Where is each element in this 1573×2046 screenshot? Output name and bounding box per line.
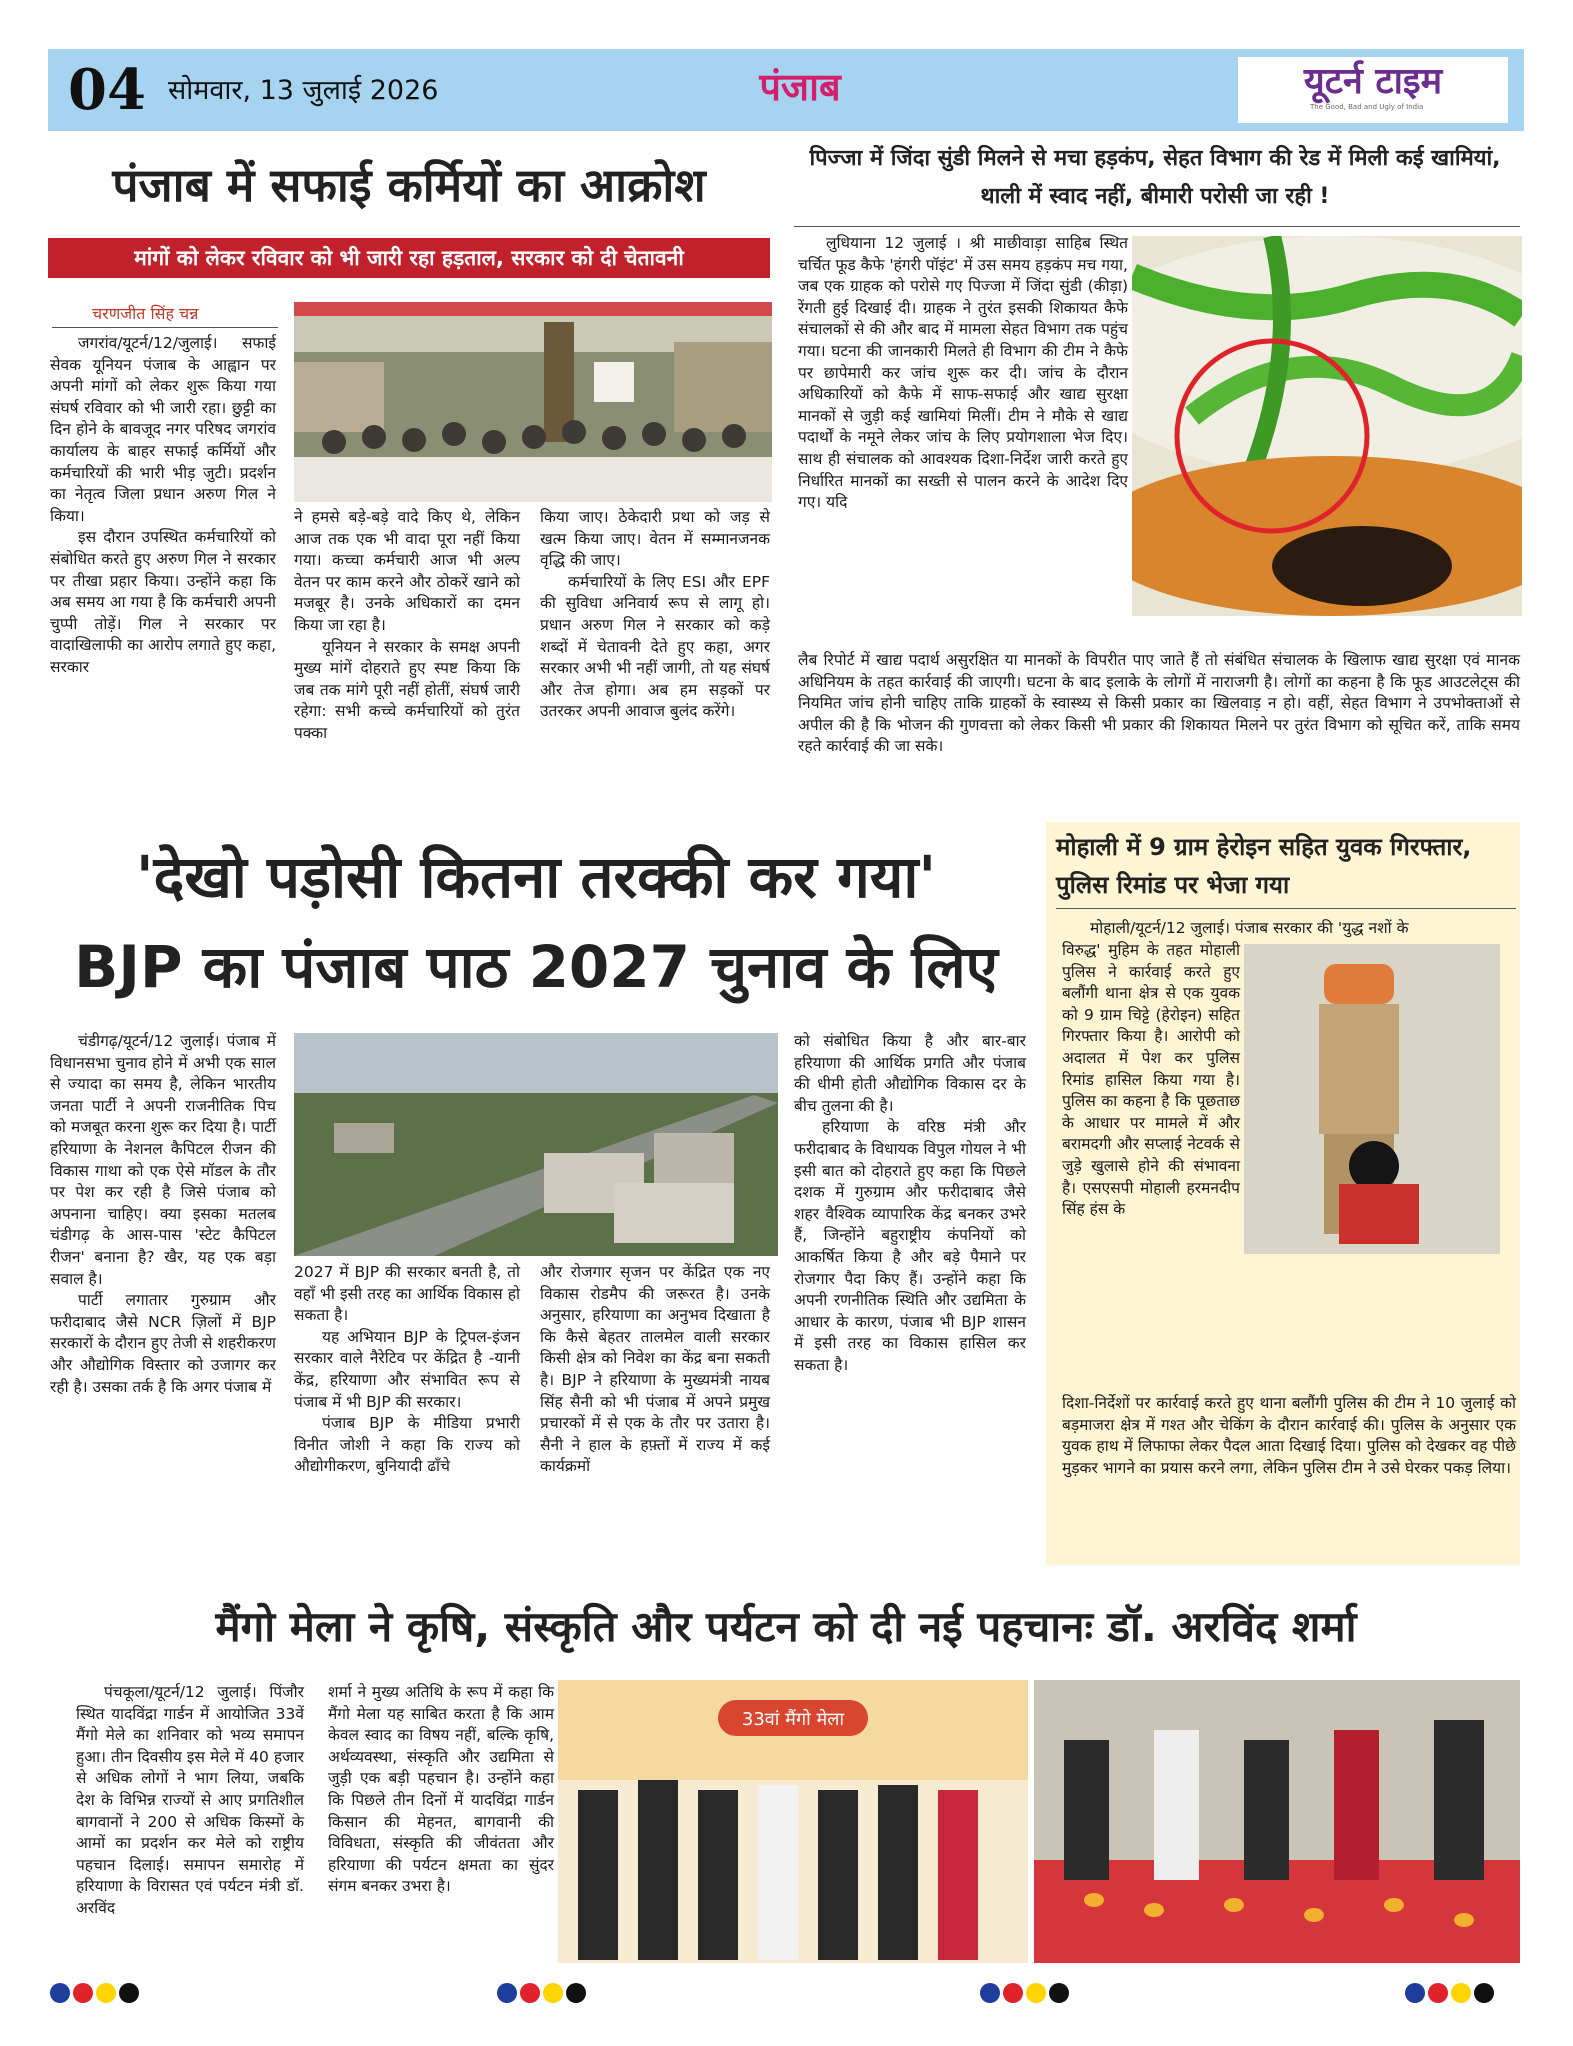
story3-col3-para-1: और रोजगार सृजन पर केंद्रित एक नए विकास रोडमैप की जरूरत है। उनके अनुसार, हरियाणा का अनुभव दिखाता है कि कैसे बेहतर तालमेल वाली सरकार किसी क्षेत्र को निवेश का केंद्र बना सकती है। BJP ने हरियाणा के मुख्यमंत्री नायब सिंह सैनी को भी पंजाब में अपने प्रमुख प्रचारकों में से एक के तौर पर उतारा है। सैनी ने हाल के हफ़्तों में राज्य में कई कार्यक्रमों <box>540 1263 770 1476</box>
story3-column-3 <box>540 1262 770 1478</box>
arrest-photo <box>1244 944 1500 1254</box>
story3-col2-para-2: यह अभियान BJP के ट्रिपल-इंजन सरकार वाले नैरेटिव पर केंद्रित है -यानी केंद्र, हरियाणा और संभावित रूप से पंजाब में भी BJP की सरकार। <box>294 1327 520 1411</box>
story1-subhead: मांगों को लेकर रविवार को भी जारी रहा हड़ताल, सरकार को दी चेतावनी <box>48 238 770 278</box>
story5-headline: मैंगो मेला ने कृषि, संस्कृति और पर्यटन को दी नई पहचानः डॉ. अरविंद शर्मा <box>215 1602 1357 1651</box>
story3-col4-para-2: हरियाणा के वरिष्ठ मंत्री और फरीदाबाद के विधायक विपुल गोयल ने भी इसी बात को दोहराते हुए कहा कि पिछले दशक में गुरुग्राम और फरीदाबाद जैसे शहर वैश्विक व्यापारिक केंद्र बनकर उभरे हैं, जिन्होंने बहुराष्ट्रीय कंपनियों को आकर्षित किया है और बड़े पैमाने पर रोजगार पैदा किए हैं। उन्होंने कहा कि अपनी रणनीतिक स्थिति और उद्यमिता के आधार के कारण, पंजाब भी BJP शासन में इसी तरह का विकास हासिल कर सकता है। <box>794 1118 1026 1374</box>
city-aerial-photo-image <box>294 1033 778 1256</box>
story3-col1-para-1: चंडीगढ़/यूटर्न/12 जुलाई। पंजाब में विधानसभा चुनाव होने में अभी एक साल से ज्यादा का समय है, लेकिन भारतीय जनता पार्टी ने अपनी राजनीतिक पिच को मजबूत करना शुरू कर दिया है। पार्टी हरियाणा के नेशनल कैपिटल रीजन की विकास गाथा को एक ऐसे मॉडल के तौर पर पेश कर रही है जिसे पंजाब को अपनाना चाहिए। क्या इसका मतलब चंडीगढ़ के आस-पास 'स्टेट कैपिटल रीजन' बनाना है? खैर, यह एक बड़ा सवाल है। <box>50 1032 276 1288</box>
story2-column: लुधियाना 12 जुलाई । श्री माछीवाड़ा साहिब स्थित चर्चित फूड कैफे 'हंगरी पॉइंट' में उस समय हड़कंप मच गया, जब एक ग्राहक को परोसे गए पिज्जा में जिंदा सुंडी (कीड़ा) रेंगती हुई दिखाई दी। ग्राहक ने तुरंत इसकी शिकायत कैफे संचालकों से की और बाद में मामला सेहत विभाग तक पहुंच गया। घटना की जानकारी मिलते ही विभाग की टीम ने कैफे पर छापेमारी कर जांच शुरू कर दी। जांच के दौरान अधिकारियों को कैफे में साफ-सफाई और खाद्य सुरक्षा मानकों से जुड़ी कई खामियां मिलीं। टीम ने मौके से खाद्य पदार्थों के नमूने लेकर जांच के लिए प्रयोगशाला भेज दिए। साथ ही संचालक को आवश्यक दिशा-निर्देश जारी करते हुए निर्धारित मानकों का सख्ती से पालन करने के आदेश दिए गए। यदि <box>798 234 1128 512</box>
story5-column-1: पंचकूला/यूटर्न/12 जुलाई। पिंजौर स्थित यादविंद्रा गार्डन में आयोजित 33वें मैंगो मेले का शनिवार को भव्य समापन हुआ। तीन दिवसीय इस मेले में 40 हजार से अधिक लोगों ने भाग लिया, जबकि देश के विभिन्न राज्यों से आए प्रगतिशील बागवानों ने 200 से अधिक किस्मों के आमों का प्रदर्शन कर मेले को राष्ट्रीय पहचान दिलाई। समापन समारोह में हरियाणा के विरासत एवं पर्यटन मंत्री डॉ. अरविंद <box>76 1683 304 1917</box>
story3-col4-para-1: को संबोधित किया है और बार-बार हरियाणा की आर्थिक प्रगति और पंजाब की धीमी होती औद्योगिक विकास दर के बीच तुलना की है। <box>794 1032 1026 1115</box>
protest-photo-image <box>294 302 772 502</box>
story1-column-2 <box>294 507 520 745</box>
story1-col2-para-1: ने हमसे बड़े-बड़े वादे किए थे, लेकिन आज तक एक भी वादा पूरा नहीं किया गया। कच्चा कर्मचारी आज भी अल्प वेतन पर काम करने और ठोकरें खाने को मजबूर है। उनके अधिकारों का दमन किया जा रहा है। <box>294 508 520 634</box>
story2-wide-text: लैब रिपोर्ट में खाद्य पदार्थ असुरक्षित या मानकों के विपरीत पाए जाते हैं तो संबंधित संचालक के खिलाफ खाद्य सुरक्षा एवं मानक अधिनियम के तहत कार्रवाई की जाएगी। घटना के बाद इलाके के लोगों में नाराजगी है। लोगों का कहना है कि फूड आउटलेट्स की नियमित जांच होनी चाहिए ताकि ग्राहकों के स्वास्थ्य से किसी प्रकार का खिलवाड़ न हो। वहीं, सेहत विभाग ने उपभोक्ताओं से अपील की है कि भोजन की गुणवत्ता को लेकर किसी भी प्रकार की शिकायत मिलने पर तुरंत विभाग को सूचित करें, ताकि समय रहते कार्रवाई की जा सके। <box>798 651 1520 756</box>
story2-headline: पिज्जा में जिंदा सुंडी मिलने से मचा हड़कंप, सेहत विभाग की रेड में मिली कई खामियां, थाली में स्वाद नहीं, बीमारी परोसी जा रही ! <box>809 146 1501 209</box>
story4-lead: मोहाली/यूटर्न/12 जुलाई। पंजाब सरकार की 'युद्ध नशों के <box>1090 919 1409 937</box>
story4-column: विरुद्ध' मुहिम के तहत मोहाली पुलिस ने कार्रवाई करते हुए बलौंगी थाना क्षेत्र से एक युवक को 9 ग्राम चिट्टे (हेरोइन) सहित गिरफ्तार किया है। आरोपी को अदालत में पेश कर पुलिस रिमांड हासिल किया गया है। पुलिस का कहना है कि पूछताछ के आधार पर मामले में और बरामदगी और सप्लाई नेटवर्क से जुड़े खुलासे होने की संभावना है। एसएसपी मोहाली हरमनदीप सिंह हंस के <box>1062 941 1240 1219</box>
section-title: पंजाब <box>759 65 841 109</box>
story1-col3-para-1: किया जाए। ठेकेदारी प्रथा को जड़ से खत्म किया जाए। वेतन में सम्मानजनक वृद्धि की जाए। <box>540 508 770 570</box>
story1-byline: चरणजीत सिंह चन्न <box>92 304 199 323</box>
dot-blue <box>980 1983 1000 2003</box>
mango-exhibition-photo <box>1034 1680 1520 1963</box>
story1-col1-para-1: जगरांव/यूटर्न/12/जुलाई। सफाई सेवक यूनियन पंजाब के आह्वान पर अपनी मांगों को लेकर शुरू किया गया संघर्ष रविवार को भी जारी रहा। छुट्टी का दिन होने के बावजूद नगर परिषद जगरांव कार्यालय के बाहर सफाई कर्मियों और कर्मचारियों की भारी भीड़ जुटी। प्रदर्शन का नेतृत्व जिला प्रधान अरुण गिल ने किया। <box>50 334 276 525</box>
page-number: 04 <box>68 57 146 123</box>
dot-blue <box>1405 1983 1425 2003</box>
dot-yellow <box>96 1983 116 2003</box>
story4-headline: मोहाली में 9 ग्राम हेरोइन सहित युवक गिरफ्तार, पुलिस रिमांड पर भेजा गया <box>1056 833 1472 899</box>
story1-col3-para-2: कर्मचारियों के लिए ESI और EPF की सुविधा अनिवार्य रूप से लागू हो। प्रधान अरुण गिल ने सरकार को कड़े शब्दों में चेतावनी देते हुए कहा, अगर सरकार अभी भी नहीं जागी, तो यह संघर्ष और तेज होगा। अब हम सड़कों पर उतरकर अपनी आवाज बुलंद करेंगे। <box>540 572 770 721</box>
dot-yellow <box>543 1983 563 2003</box>
footer-dots-left <box>50 1983 142 2007</box>
story3-col2-para-3: पंजाब BJP के मीडिया प्रभारी विनीत जोशी ने कहा कि राज्य को औद्योगीकरण, बुनियादी ढाँचे <box>294 1414 520 1476</box>
dot-black <box>119 1983 139 2003</box>
story3-column-4 <box>794 1031 1026 1377</box>
dot-black <box>566 1983 586 2003</box>
byline-rule <box>52 327 278 328</box>
dot-black <box>1474 1983 1494 2003</box>
story1-column-1 <box>50 333 276 679</box>
footer-dots-center-left <box>497 1983 589 2007</box>
story3-headline-line2: BJP का पंजाब पाठ 2027 चुनाव के लिए <box>74 933 998 1001</box>
dot-red <box>1428 1983 1448 2003</box>
story3-column-1 <box>50 1031 276 1398</box>
story3-column-2 <box>294 1262 520 1478</box>
story3-headline-line1: 'देखो पड़ोसी कितना तरक्की कर गया' <box>135 843 937 911</box>
story4-wide-text: दिशा-निर्देशों पर कार्रवाई करते हुए थाना बलौंगी पुलिस की टीम ने 10 जुलाई को बड़माजरा क्षेत्र में गश्त और चेकिंग के दौरान कार्रवाई की। पुलिस के अनुसार एक युवक हाथ में लिफाफा लेकर पैदल आता दिखाई दिया। पुलिस को देखकर वह पीछे मुड़कर भागने का प्रयास करने लगा, लेकिन पुलिस टीम ने उसे घेरकर पकड़ लिया। <box>1062 1394 1516 1477</box>
dot-blue <box>50 1983 70 2003</box>
story1-column-3 <box>540 507 770 723</box>
arrest-photo-image <box>1244 944 1500 1254</box>
story3-col2-para-1: 2027 में BJP की सरकार बनती है, तो वहाँ भी इसी तरह का आर्थिक विकास हो सकता है। <box>294 1263 520 1325</box>
pizza-photo <box>1132 236 1522 616</box>
issue-date: सोमवार, 13 जुलाई 2026 <box>168 75 439 106</box>
masthead-logo: यूटर्न टाइम <box>1303 61 1443 102</box>
dot-red <box>1003 1983 1023 2003</box>
dot-yellow <box>1451 1983 1471 2003</box>
mango-mela-banner-text: 33वां मैंगो मेला <box>741 1709 845 1730</box>
story1-col1-para-2: इस दौरान उपस्थित कर्मचारियों को संबोधित करते हुए अरुण गिल ने सरकार पर तीखा प्रहार किया। उन्होंने कहा कि अब समय आ गया है कि कर्मचारी अपनी चुप्पी तोड़ें। गिल ने सरकार पर वादाखिलाफी का आरोप लगाते हुए कहा, सरकार <box>50 528 276 676</box>
story2-rule <box>794 226 1520 227</box>
dot-red <box>73 1983 93 2003</box>
city-aerial-photo <box>294 1033 778 1256</box>
mango-mela-stage-photo-image <box>558 1680 1028 1963</box>
pizza-photo-image <box>1132 236 1522 616</box>
mango-exhibition-photo-image <box>1034 1680 1520 1963</box>
protest-photo <box>294 302 772 502</box>
footer-dots-center-right <box>980 1983 1072 2007</box>
story1-headline: पंजाब में सफाई कर्मियों का आक्रोश <box>112 158 706 212</box>
footer-dots-right <box>1405 1983 1497 2007</box>
dot-red <box>520 1983 540 2003</box>
dot-blue <box>497 1983 517 2003</box>
dot-black <box>1049 1983 1069 2003</box>
story5-column-2: शर्मा ने मुख्य अतिथि के रूप में कहा कि मैंगो मेला यह साबित करता है कि आम केवल स्वाद का विषय नहीं, बल्कि कृषि, अर्थव्यवस्था, संस्कृति और उद्यमिता से जुड़ी एक बड़ी पहचान है। उन्होंने कहा कि पिछले तीन दिनों में यादविंद्रा गार्डन किसान की मेहनत, बागवानी की विविधता, संस्कृति की जीवंतता और हरियाणा की पर्यटन क्षमता का सुंदर संगम बनकर उभरा है। <box>328 1683 554 1896</box>
masthead-tagline: The Good, Bad and Ugly of India <box>1310 103 1424 111</box>
dot-yellow <box>1026 1983 1046 2003</box>
story4-rule <box>1056 908 1516 909</box>
mango-mela-stage-photo <box>558 1680 1028 1963</box>
story1-col2-para-2: यूनियन ने सरकार के समक्ष अपनी मुख्य मांगें दोहराते हुए स्पष्ट किया कि जब तक मांगे पूरी नहीं होतीं, संघर्ष जारी रहेगा: सभी कच्चे कर्मचारियों को तुरंत पक्का <box>294 637 520 742</box>
story3-col1-para-2: पार्टी लगातार गुरुग्राम और फरीदाबाद जैसे NCR ज़िलों में BJP सरकारों के दौरान हुए तेजी से शहरीकरण और औद्योगिक विस्तार को उजागर कर रही है। उसका तर्क है कि अगर पंजाब में <box>50 1291 276 1396</box>
